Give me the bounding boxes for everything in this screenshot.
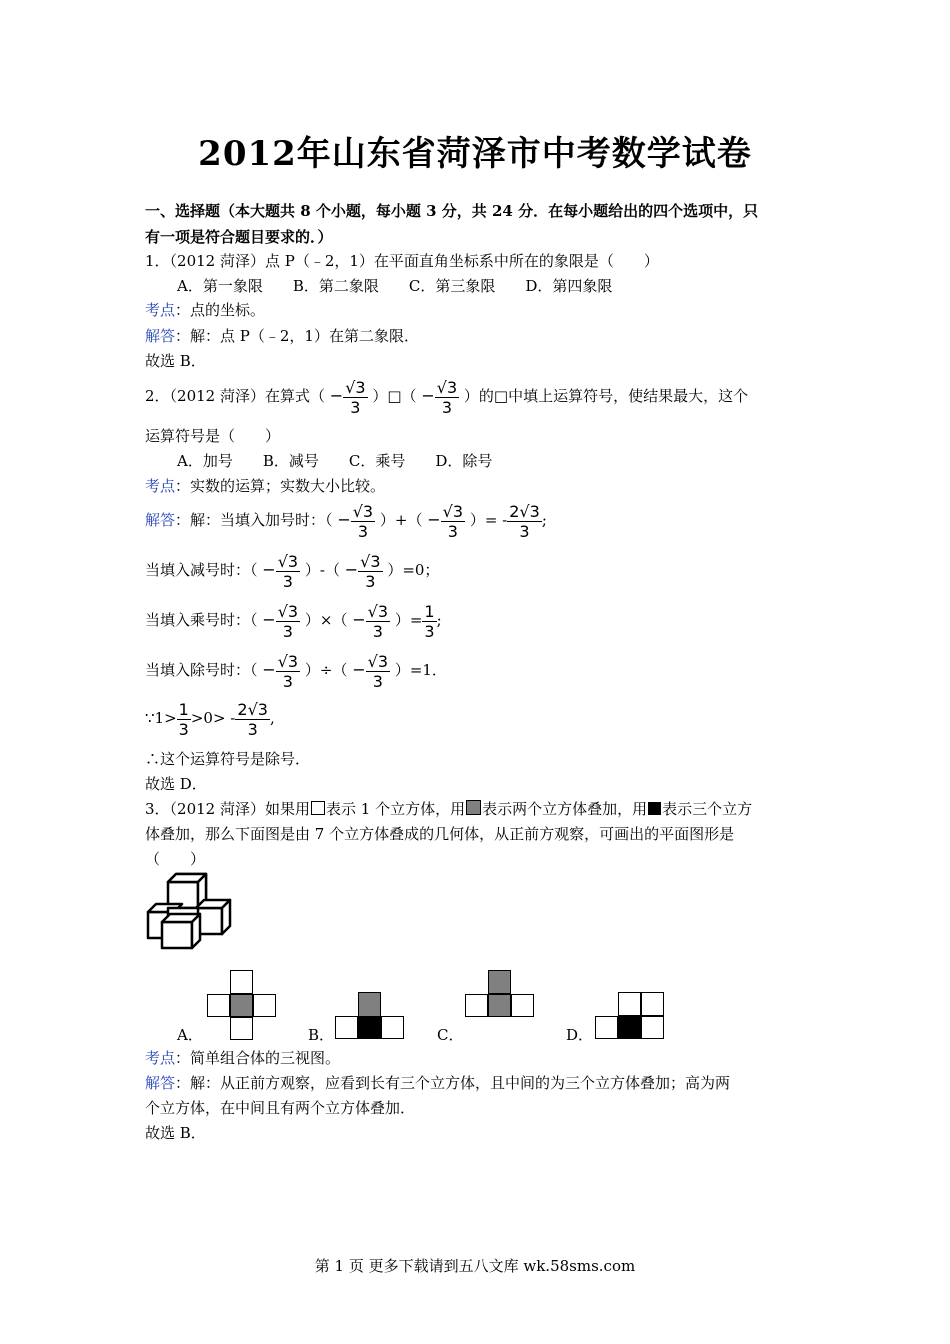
- q2-div-post: ）=1．: [394, 661, 447, 679]
- page-footer: 第 1 页 更多下载请到五八文库 wk.58sms.com: [314, 1257, 636, 1275]
- q3-kaodian: [145, 1048, 340, 1068]
- q3-stem-d: 表示三个立方: [662, 800, 753, 818]
- q1-jieda-text: ：解：点 P（﹣2，1）在第二象限．: [175, 327, 419, 345]
- q3-option-d-figure: [594, 992, 666, 1042]
- q2-option-c: C．乘号: [348, 452, 406, 470]
- q2-since-mid: >0> -: [190, 709, 236, 727]
- q2-mul-mid: ）×（: [304, 611, 348, 629]
- fraction-sqrt3-over-3: $\frac{√3}{3}$: [277, 551, 299, 591]
- q2-option-a: A．加号: [177, 452, 233, 470]
- q3-stem-line3: （ ）: [145, 850, 206, 868]
- q1-stem: 1．（2012 菏泽）点 P（﹣2，1）在平面直角坐标系中所在的象限是（ ）: [145, 252, 659, 270]
- q3-option-a-label: A．: [177, 1026, 203, 1044]
- q3-answer: 故选 B．: [145, 1124, 206, 1142]
- q2-mul-post: ）=: [394, 611, 423, 629]
- fraction-sqrt3-over-3: $\frac{√3}{3}$: [277, 651, 299, 691]
- kaodian-label: 考点: [145, 301, 176, 319]
- q1-option-d: D．第四象限: [525, 277, 613, 295]
- kaodian-label: 考点: [145, 477, 176, 495]
- q2-stem-post: ）的□中填上运算符号，使结果最大，这个: [463, 387, 749, 405]
- fraction-1-over-3: $\frac{1}{3}$: [424, 601, 435, 641]
- q3-stem-c: 表示两个立方体叠加，用: [482, 800, 648, 818]
- q1-option-b: B．第二象限: [292, 277, 379, 295]
- fraction-sqrt3-over-3: $\frac{√3}{3}$: [367, 651, 389, 691]
- fraction-sqrt3-over-3: $\frac{√3}{3}$: [436, 377, 458, 417]
- black-square-icon: [648, 802, 661, 815]
- q2-stem-pre: 2．（2012 菏泽）在算式（: [145, 387, 325, 405]
- q1-option-a: A．第一象限: [177, 277, 263, 295]
- q3-stem-a: 3．（2012 菏泽）如果用: [145, 800, 310, 818]
- q3-option-d-label: D．: [566, 1026, 594, 1044]
- fraction-1-over-3: $\frac{1}{3}$: [178, 699, 189, 739]
- fraction-2sqrt3-over-3: $\frac{2√3}{3}$: [237, 699, 268, 739]
- q2-stem-mid: ）□（: [372, 387, 417, 405]
- q2-mul-pre: 当填入乘号时：（: [145, 611, 258, 629]
- jieda-label: 解答: [145, 511, 176, 529]
- section-heading-line2: 有一项是符合题目要求的．）: [145, 228, 333, 246]
- q2-stem-line2: 运算符号是（ ）: [145, 427, 281, 445]
- q3-option-c-figure: [465, 970, 535, 1042]
- fraction-sqrt3-over-3: $\frac{√3}{3}$: [442, 501, 464, 541]
- q2-option-b: B．减号: [262, 452, 319, 470]
- q2-add-mid: ）+（: [379, 511, 423, 529]
- q1-options: [177, 276, 612, 296]
- q3-jieda-text: ：解：从正前方观察，应看到长有三个立方体，且中间的为三个立方体叠加；高为两: [175, 1074, 731, 1092]
- q2-sub-pre: 当填入减号时：（: [145, 561, 258, 579]
- q2-div-pre: 当填入除号时：（: [145, 661, 258, 679]
- q2-mul-line: 当填入乘号时：（ − $\frac{√3}{3}$ ）×（ − $\frac{√3}{3}$ ）= $\frac{1}{3}$ ;: [145, 601, 442, 641]
- page-title: 2012年山东省菏泽市中考数学试卷: [198, 134, 752, 174]
- jieda-label: 解答: [145, 327, 176, 345]
- gray-square-icon: [466, 800, 481, 815]
- q2-therefore: ∴这个运算符号是除号．: [145, 750, 311, 768]
- q2-sub-mid: ）-（: [304, 561, 340, 579]
- q1-jieda: [145, 326, 419, 346]
- q2-since-pre: ∵1>: [145, 709, 177, 727]
- q2-sub-line: 当填入减号时：（ − $\frac{√3}{3}$ ）-（ − $\frac{√3}{3}$ ）=0；: [145, 551, 440, 591]
- fraction-sqrt3-over-3: $\frac{√3}{3}$: [352, 501, 374, 541]
- q2-div-mid: ）÷（: [304, 661, 348, 679]
- q2-options: [177, 451, 492, 471]
- white-square-icon: [311, 801, 325, 815]
- fraction-sqrt3-over-3: $\frac{√3}{3}$: [277, 601, 299, 641]
- q3-jieda-line2: 个立方体，在中间且有两个立方体叠加．: [145, 1099, 416, 1117]
- q2-kaodian: [145, 476, 385, 496]
- fraction-sqrt3-over-3: $\frac{√3}{3}$: [360, 551, 381, 591]
- kaodian-label: 考点: [145, 1049, 176, 1067]
- q3-stem-line1: [145, 799, 752, 819]
- jieda-label: 解答: [145, 1074, 176, 1092]
- q2-sub-post: ）=0；: [387, 561, 440, 579]
- q3-option-a-figure: [207, 970, 277, 1042]
- q2-div-line: 当填入除号时：（ − $\frac{√3}{3}$ ）÷（ − $\frac{√3}{3}$ ）=1．: [145, 651, 447, 691]
- q2-add-pre: ：解：当填入加号时：（: [175, 511, 333, 529]
- q3-option-b-label: B．: [308, 1026, 335, 1044]
- q3-option-b-figure: [335, 992, 405, 1042]
- q2-add-post: ）= -: [469, 511, 508, 529]
- q3-kaodian-text: ：简单组合体的三视图。: [175, 1049, 341, 1067]
- q2-stem: [145, 376, 748, 417]
- q3-jieda-line1: [145, 1073, 730, 1093]
- fraction-sqrt3-over-3: $\frac{√3}{3}$: [345, 377, 366, 417]
- q3-option-c-label: C．: [437, 1026, 464, 1044]
- minus-sign: −: [329, 386, 344, 405]
- q2-add-line: 解答：解：当填入加号时：（ − $\frac{√3}{3}$ ）+（ − $\frac{√3}{3}$ ）= - $\frac{2√3}{3}$ ;: [145, 501, 547, 541]
- section-heading-line1: 一、选择题（本大题共 8 个小题，每小题 3 分，共 24 分．在每小题给出的四个选项中，只: [145, 202, 759, 220]
- fraction-sqrt3-over-3: $\frac{√3}{3}$: [367, 601, 389, 641]
- q3-stem-line2: 体叠加，那么下面图是由 7 个立方体叠成的几何体，从正前方观察，可画出的平面图形是: [145, 825, 735, 843]
- cube-stack-figure: [144, 870, 234, 952]
- q2-option-d: D．除号: [435, 452, 493, 470]
- q2-since-line: ∵1> $\frac{1}{3}$ >0> - $\frac{2√3}{3}$ ,: [145, 699, 275, 739]
- q1-answer: 故选 B．: [145, 352, 206, 370]
- q1-kaodian: [145, 300, 265, 320]
- q2-kaodian-text: ：实数的运算；实数大小比较。: [175, 477, 386, 495]
- q3-stem-b: 表示 1 个立方体，用: [326, 800, 466, 818]
- minus-sign: −: [421, 386, 435, 405]
- q1-option-c: C．第三象限: [408, 277, 496, 295]
- q2-answer: 故选 D．: [145, 775, 207, 793]
- fraction-2sqrt3-over-3: $\frac{2√3}{3}$: [509, 501, 540, 541]
- q1-kaodian-text: ：点的坐标。: [175, 301, 266, 319]
